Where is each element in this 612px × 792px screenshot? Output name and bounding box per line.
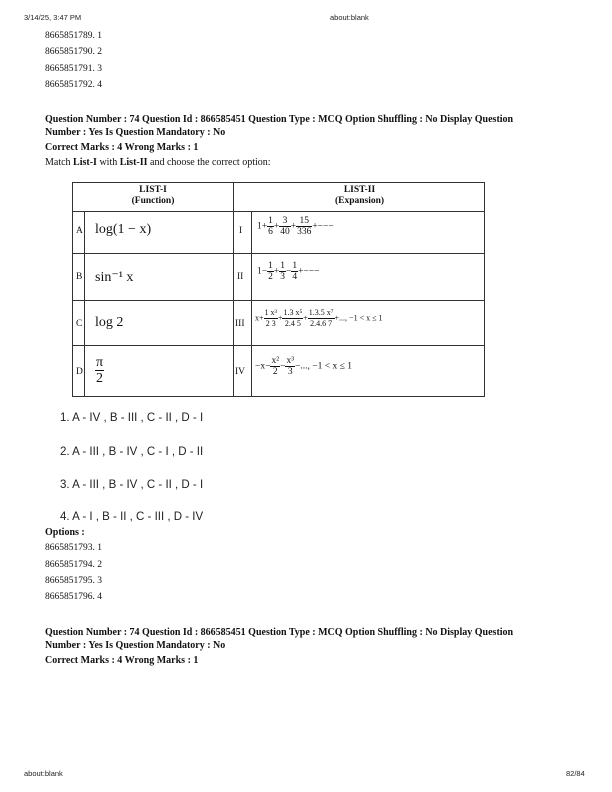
expansion-iv-tail: −..., −1 < x ≤ 1 bbox=[295, 361, 352, 372]
prev-option-1: 8665851789. 1 bbox=[45, 31, 102, 41]
expansion-iii-tail: +..., −1 < x ≤ 1 bbox=[334, 313, 383, 323]
prev-option-3: 8665851791. 3 bbox=[45, 64, 102, 74]
page-number: 82/84 bbox=[566, 769, 585, 778]
print-datetime: 3/14/25, 3:47 PM bbox=[24, 13, 82, 22]
option-id-2: 8665851794. 2 bbox=[45, 560, 102, 570]
row-label-c: C bbox=[76, 319, 83, 329]
footer-url: about:blank bbox=[24, 769, 63, 778]
row-label-iv: IV bbox=[235, 367, 246, 377]
answer-choice-3: 3. A - III , B - IV , C - II , D - I bbox=[60, 479, 204, 491]
prev-option-2: 8665851790. 2 bbox=[45, 47, 102, 57]
question-instruction: Match List-I with List-II and choose the correct option: bbox=[45, 157, 271, 168]
prev-option-4: 8665851792. 4 bbox=[45, 80, 102, 90]
option-id-3: 8665851795. 3 bbox=[45, 576, 102, 586]
row-label-d: D bbox=[76, 367, 83, 377]
list1-header: LIST-I (Function) bbox=[131, 185, 175, 206]
answer-choice-1: 1. A - IV , B - III , C - II , D - I bbox=[60, 412, 204, 424]
question-meta-line1: Question Number : 74 Question Id : 866585451 Question Type : MCQ Option Shuffling : No Display Question bbox=[45, 114, 514, 125]
options-label: Options : bbox=[45, 527, 85, 538]
expansion-i: 1+ $\frac{1}{6}$ + $\frac{3}{40}$ + $\frac{15}{336}$ +−−− bbox=[257, 216, 334, 237]
next-question-meta-line1: Question Number : 74 Question Id : 866585451 Question Type : MCQ Option Shuffling : No Display Question bbox=[45, 627, 514, 638]
function-a: log(1 − x) bbox=[95, 222, 152, 237]
print-url: about:blank bbox=[330, 13, 369, 22]
row-label-b: B bbox=[76, 272, 83, 282]
row-label-i: I bbox=[239, 226, 243, 236]
row-label-iii: III bbox=[235, 319, 245, 329]
question-marks: Correct Marks : 4 Wrong Marks : 1 bbox=[45, 142, 199, 153]
match-table bbox=[72, 182, 485, 397]
answer-choice-4: 4. A - I , B - II , C - III , D - IV bbox=[60, 511, 204, 523]
expansion-iv: −x− $\frac{\text{x²}}{2}$ − $\frac{\text{x³}}{3}$ −..., −1 < x ≤ 1 bbox=[255, 356, 352, 377]
row-label-ii: II bbox=[237, 272, 244, 282]
answer-choice-2: 2. A - III , B - IV , C - I , D - II bbox=[60, 446, 204, 458]
function-d: $\frac{\pi}{2}$ bbox=[96, 355, 104, 386]
expansion-ii: 1− $\frac{1}{2}$ + $\frac{1}{3}$ − $\frac{1}{4}$ +−−− bbox=[257, 261, 320, 282]
next-question-meta-line2: Number : Yes Is Question Mandatory : No bbox=[45, 640, 226, 651]
expansion-iii: x+ $\frac{\text{1 x³}}{2 3}$ + $\frac{\text{1.3 x⁵}}{2.4 5}$ + $\frac{\text{1.3.5 x⁷}}{2.4.6 7}$ +..., −1 < x ≤ 1 bbox=[255, 308, 383, 328]
function-b: sin⁻¹ x bbox=[95, 270, 134, 285]
question-meta-line2: Number : Yes Is Question Mandatory : No bbox=[45, 127, 226, 138]
list2-header: LIST-II (Expansion) bbox=[334, 185, 385, 206]
option-id-4: 8665851796. 4 bbox=[45, 592, 102, 602]
option-id-1: 8665851793. 1 bbox=[45, 543, 102, 553]
next-question-marks: Correct Marks : 4 Wrong Marks : 1 bbox=[45, 655, 199, 666]
row-label-a: A bbox=[76, 226, 83, 236]
function-c: log 2 bbox=[95, 315, 124, 330]
